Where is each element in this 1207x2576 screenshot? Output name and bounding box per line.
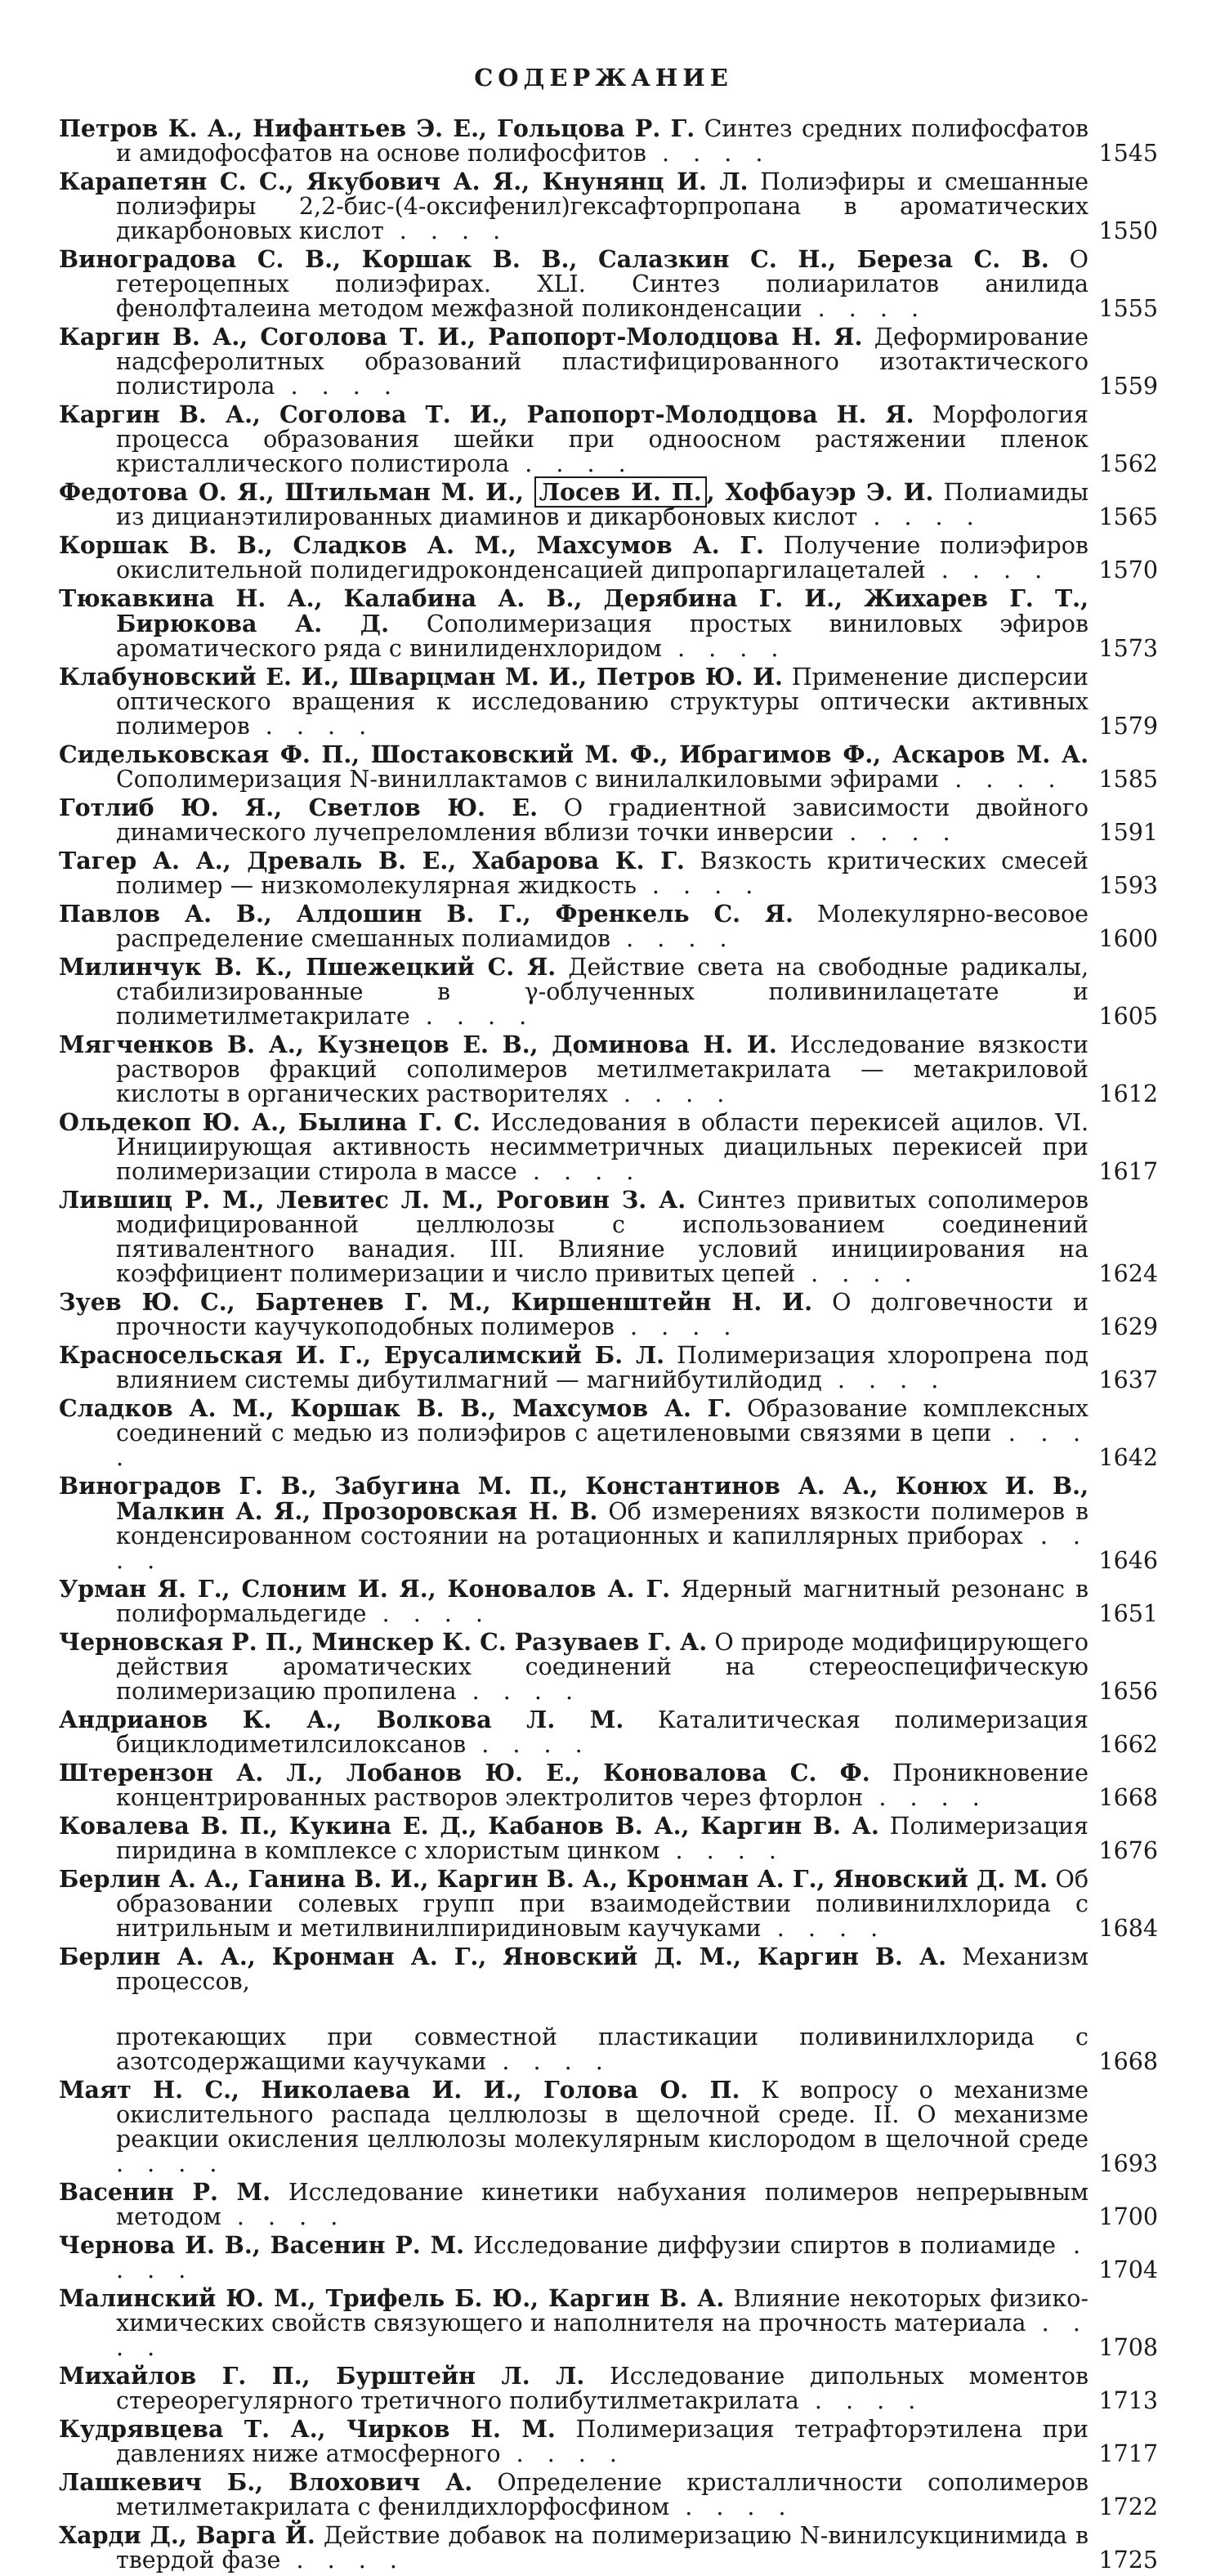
entry-page-number: 1708 <box>1098 2334 1158 2361</box>
boxed-author-name: Лосев И. П. <box>534 476 707 508</box>
contents-entry <box>59 1628 1158 1705</box>
entry-page-number: 1593 <box>1098 872 1158 899</box>
leader-dots: . . . . <box>659 1837 785 1864</box>
entry-title: Действие добавок на полимеризацию N-винилсукцинимида в твердой фазе <box>116 2522 1089 2574</box>
entry-text <box>59 1867 1089 1941</box>
contents-entry <box>59 400 1158 477</box>
entry-title: К вопросу о механизме окислительного распада целлюлозы в щелочной среде. II. О механизме реакции окисления целлюлозы молекулярным кислородом в щелочной среде <box>116 2077 1089 2153</box>
leader-dots: . . . . <box>661 635 787 662</box>
entry-text <box>59 169 1089 244</box>
leader-dots: . . . . <box>802 295 928 322</box>
contents-entry <box>59 1575 1158 1627</box>
entry-title: Синтез привитых сополимеров модифицированной целлюлозы с использованием соединений пятивалентного ванадия. III. Влияние условий инициирования на коэффициент полимеризации и число привитых цепей <box>116 1187 1089 1287</box>
leader-dots: . . . . <box>280 2547 405 2574</box>
contents-entry <box>59 953 1158 1030</box>
entry-page-number: 1570 <box>1098 557 1158 584</box>
entry-page-number: 1629 <box>1098 1313 1158 1340</box>
entry-authors: Черновская Р. П., Минскер К. С. Разуваев Г. А. <box>59 1628 708 1656</box>
contents-entry <box>59 2076 1158 2177</box>
leader-dots: . . . . <box>456 1678 582 1705</box>
entry-title: протекающих при совместной пластикации поливинилхлорида с азотсодержащими каучуками <box>116 2024 1089 2075</box>
entry-page-number: 1713 <box>1098 2387 1158 2414</box>
contents-entry <box>59 1394 1158 1471</box>
leader-dots: . . . . <box>795 1260 920 1287</box>
leader-dots: . . . . <box>249 713 375 740</box>
entry-authors: Харди Д., Варга Й. <box>59 2521 315 2549</box>
entry-page-number: 1722 <box>1098 2493 1158 2520</box>
entry-text <box>59 402 1089 476</box>
leader-dots: . . . . <box>366 1600 491 1627</box>
leader-dots: . . . . <box>614 1313 740 1340</box>
entry-text <box>59 324 1089 399</box>
leader-dots: . . . . <box>116 1523 1089 1574</box>
entry-authors: Ольдекоп Ю. А., Былина Г. С. <box>59 1108 481 1136</box>
leader-dots: . . . . <box>863 1784 988 1811</box>
contents-entry <box>59 1031 1158 1107</box>
entry-text <box>59 2077 1089 2176</box>
contents-entry <box>59 2024 1158 2075</box>
entry-text <box>59 1944 1089 1994</box>
entry-page-number: 1612 <box>1098 1080 1158 1107</box>
contents-entry <box>59 740 1158 793</box>
entry-title: Молекулярно-весовое распределение смешанных полиамидов <box>116 901 1089 952</box>
leader-dots: . . . . <box>116 1420 1089 1471</box>
entry-authors: Коршак В. В., Сладков А. М., Махсумов А. Г. <box>59 531 764 559</box>
entry-authors: Виноградова С. В., Коршак В. В., Салазкин С. Н., Береза С. В. <box>59 245 1049 273</box>
contents-entry <box>59 478 1158 530</box>
leader-dots: . . . . <box>116 2150 226 2177</box>
entry-authors: Ковалева В. П., Кукина Е. Д., Кабанов В. А., Каргин В. А. <box>59 1812 879 1840</box>
contents-entry <box>59 1944 1154 1994</box>
entry-authors: Михайлов Г. П., Бурштейн Л. Л. <box>59 2362 585 2390</box>
entry-text <box>59 795 1089 845</box>
leader-dots: . . . . <box>925 557 1051 584</box>
entry-title: Исследование диффузии спиртов в полиамиде <box>473 2232 1056 2259</box>
entry-text <box>59 1032 1089 1107</box>
entry-title: Об образовании солевых групп при взаимодействии поливинилхлорида с нитрильным и метилвинилпиридиновым каучуками <box>116 1866 1089 1942</box>
entry-authors: Урман Я. Г., Слоним И. Я., Коновалов А. Г. <box>59 1575 671 1603</box>
contents-entry <box>59 1812 1158 1864</box>
leader-dots: . . . . <box>116 2310 1089 2361</box>
entry-authors: Андрианов К. А., Волкова Л. М. <box>59 1706 624 1733</box>
contents-entry <box>59 168 1158 244</box>
leader-dots: . . . . <box>509 450 634 477</box>
entry-text <box>59 1396 1089 1470</box>
contents-entry <box>59 2178 1158 2230</box>
entry-authors: Клабуновский Е. И., Шварцман М. И., Петров Ю. И. <box>59 663 783 691</box>
entry-text <box>59 664 1089 739</box>
entry-page-number: 1725 <box>1098 2547 1158 2574</box>
entry-text <box>59 116 1089 166</box>
entry-page-number: 1693 <box>1098 2150 1158 2177</box>
entry-authors: Малинский Ю. М., Трифель Б. Ю., Каргин В. А. <box>59 2284 725 2312</box>
entry-authors: Чернова И. В., Васенин Р. М. <box>59 2231 465 2259</box>
entry-title: Исследования в области перекисей ацилов. VI. Инициирующая активность несимметричных диацильных перекисей при полимеризации стирола в массе <box>116 1109 1089 1185</box>
entry-text <box>59 480 1089 530</box>
leader-dots: . . . . <box>221 2203 346 2230</box>
contents-entry <box>59 2362 1158 2414</box>
contents-entry <box>59 245 1158 322</box>
entry-authors: Каргин В. А., Соголова Т. И., Рапопорт-Молодцова Н. Я. <box>59 323 863 351</box>
entry-title: Исследование вязкости растворов фракций сополимеров метилметакрилата — метакриловой кислоты в органических растворителях <box>116 1031 1089 1107</box>
contents-entry <box>59 323 1158 400</box>
contents-entry <box>59 114 1158 167</box>
entry-title: О долговечности и прочности каучукоподобных полимеров <box>116 1289 1089 1340</box>
entry-text <box>59 1630 1089 1704</box>
entry-text <box>59 901 1089 951</box>
entry-text <box>59 1343 1089 1393</box>
entry-title: Сополимеризация простых виниловых эфиров ароматического ряда с винилиденхлоридом <box>116 610 1089 662</box>
entry-title: Полимеризация хлоропрена под влиянием системы дибутилмагний — магнийбутилйодид <box>116 1342 1089 1393</box>
entry-title: Деформирование надсферолитных образований пластифицированного изотактического полистирола <box>116 324 1089 400</box>
entry-authors: Мягченков В. А., Кузнецов Е. В., Доминова Н. И. <box>59 1031 777 1058</box>
entry-authors: Штерензон А. Л., Лобанов Ю. Е., Коновалова С. Ф. <box>59 1759 870 1787</box>
contents-entry <box>59 847 1158 899</box>
entry-page-number: 1656 <box>1098 1678 1158 1705</box>
contents-list-top <box>59 114 1158 1997</box>
contents-entry <box>59 2468 1158 2520</box>
entry-text <box>59 1290 1089 1339</box>
leader-dots: . . . . <box>821 1366 947 1393</box>
entry-authors: Тагер А. А., Древаль В. Е., Хабарова К. Г. <box>59 847 685 874</box>
entry-authors: Кудрявцева Т. А., Чирков Н. М. <box>59 2415 556 2443</box>
entry-page-number: 1559 <box>1098 373 1158 400</box>
entry-page-number: 1555 <box>1098 295 1158 322</box>
entry-title: Вязкость критических смесей полимер — низкомолекулярная жидкость <box>116 847 1089 899</box>
leader-dots: . . . . <box>383 217 509 244</box>
entry-text <box>59 2523 1089 2573</box>
leader-dots: . . . . <box>669 2493 794 2520</box>
entry-title: Проникновение концентрированных растворов электролитов через фторлон <box>116 1760 1089 1811</box>
contents-entry <box>59 1108 1158 1185</box>
contents-entry <box>59 2521 1158 2574</box>
entry-text <box>59 742 1089 792</box>
entry-page-number: 1605 <box>1098 1003 1158 1030</box>
leader-dots: . . . . <box>500 2440 625 2467</box>
entry-page-number: 1704 <box>1098 2256 1158 2283</box>
entry-page-number: 1684 <box>1098 1915 1158 1942</box>
contents-entry <box>59 794 1158 846</box>
leader-dots: . . . . <box>516 1158 642 1185</box>
leader-dots: . . . . <box>857 503 982 530</box>
leader-dots: . . . . <box>834 819 959 846</box>
leader-dots: . . . . <box>761 1915 887 1942</box>
entry-page-number: 1600 <box>1098 925 1158 952</box>
entry-page-number: 1637 <box>1098 1366 1158 1393</box>
entry-title: Полимеризация тетрафторэтилена при давлениях ниже атмосферного <box>116 2416 1089 2467</box>
entry-authors: Карапетян С. С., Якубович А. Я., Кнунянц И. Л. <box>59 168 749 195</box>
entry-title: О природе модифицирующего действия ароматических соединений на стереоспецифическую полимеризацию пропилена <box>116 1629 1089 1705</box>
entry-title: Получение полиэфиров окислительной полидегидроконденсацией дипропаргилацеталей <box>116 532 1089 584</box>
leader-dots: . . . . <box>116 2232 1089 2283</box>
entry-page-number: 1662 <box>1098 1731 1158 1758</box>
entry-page-number: 1585 <box>1098 766 1158 793</box>
entry-page-number: 1642 <box>1098 1444 1158 1471</box>
entry-page-number: 1717 <box>1098 2440 1158 2467</box>
contents-list-bottom <box>59 2024 1158 2576</box>
leader-dots: . . . . <box>646 140 771 167</box>
entry-page-number: 1545 <box>1098 140 1158 167</box>
entry-page-number: 1624 <box>1098 1260 1158 1287</box>
contents-entry <box>59 2415 1158 2467</box>
page-title: СОДЕРЖАНИЕ <box>474 64 733 92</box>
entry-authors: Петров К. А., Нифантьев Э. Е., Гольцова Р. Г. <box>59 114 695 142</box>
contents-entry <box>59 663 1158 740</box>
entry-page-number: 1591 <box>1098 819 1158 846</box>
authors-part: Федотова О. Я., Штильман М. И., <box>59 478 524 506</box>
entry-page-number: 1617 <box>1098 1158 1158 1185</box>
entry-title: Об измерениях вязкости полимеров в конденсированном состоянии на ротационных и капиллярных приборах <box>116 1498 1089 1550</box>
entry-authors: Павлов А. В., Алдошин В. Г., Френкель С. Я. <box>59 900 793 928</box>
entry-page-number: 1668 <box>1098 1784 1158 1811</box>
entry-title: Определение кристалличности сополимеров метилметакрилата с фенилдихлорфосфином <box>116 2469 1089 2520</box>
contents-entry <box>59 1865 1158 1942</box>
entry-authors: Сладков А. М., Коршак В. В., Махсумов А. Г. <box>59 1394 732 1422</box>
entry-title: Синтез средних полифосфатов и амидофосфатов на основе полифосфитов <box>116 115 1089 167</box>
entry-authors: Зуев Ю. С., Бартенев Г. М., Киршенштейн Н. И. <box>59 1288 813 1316</box>
contents-entry <box>59 2231 1158 2283</box>
contents-entry <box>59 1759 1158 1811</box>
entry-title: Действие света на свободные радикалы, стабилизированные в γ-облученных поливинилацетате и полиметилметакрилате <box>116 954 1089 1030</box>
entry-page-number: 1646 <box>1098 1547 1158 1574</box>
contents-entry <box>59 1706 1158 1758</box>
leader-dots: . . . . <box>409 1003 535 1030</box>
entry-title: Влияние некоторых физико-химических свойств связующего и наполнителя на прочность материала <box>116 2285 1089 2337</box>
entry-authors: Берлин А. А., Кронман А. Г., Яновский Д. М., Каргин В. А. <box>59 1943 947 1970</box>
contents-entry <box>59 2284 1158 2361</box>
contents-entry <box>59 531 1158 584</box>
entry-title: О градиентной зависимости двойного динамического лучепреломления вблизи точки инверсии <box>116 794 1089 846</box>
entry-title: Каталитическая полимеризация бициклодиметилсилоксанов <box>116 1706 1089 1758</box>
contents-entry <box>59 1472 1158 1574</box>
entry-page-number: 1579 <box>1098 713 1158 740</box>
entry-text <box>59 1707 1089 1757</box>
contents-entry <box>59 584 1158 662</box>
contents-entry <box>59 900 1158 952</box>
entry-text <box>59 848 1089 898</box>
entry-text <box>59 2417 1089 2466</box>
leader-dots: . . . . <box>607 1080 733 1107</box>
entry-title: Сополимеризация N-виниллактамов с винилалкиловыми эфирами <box>116 766 940 793</box>
entry-page-number: 1668 <box>1098 2048 1158 2075</box>
entry-authors: Берлин А. А., Ганина В. И., Каргин В. А., Кронман А. Г., Яновский Д. М. <box>59 1865 1048 1893</box>
entry-text <box>59 1187 1089 1286</box>
leader-dots: . . . . <box>610 925 735 952</box>
entry-authors: Лившиц Р. М., Левитес Л. М., Роговин З. А. <box>59 1186 686 1214</box>
entry-authors: Тюкавкина Н. А., Калабина А. В., Дерябина Г. И., Жихарев Г. Т., Бирюкова А. Д. <box>59 584 1089 637</box>
entry-authors: Лашкевич Б., Влохович А. <box>59 2468 473 2496</box>
entry-authors: Сидельковская Ф. П., Шостаковский М. Ф., Ибрагимов Ф., Аскаров М. А. <box>59 740 1089 768</box>
entry-text <box>59 586 1089 661</box>
authors-part: , Хофбауэр Э. И. <box>706 478 934 506</box>
entry-authors: Готлиб Ю. Я., Светлов Ю. Е. <box>59 794 539 821</box>
entry-text <box>59 2025 1089 2074</box>
entry-authors: Каргин В. А., Соголова Т. И., Рапопорт-Молодцова Н. Я. <box>59 400 914 428</box>
entry-page-number: 1700 <box>1098 2203 1158 2230</box>
entry-page-number: 1565 <box>1098 503 1158 530</box>
entry-text <box>59 1474 1089 1573</box>
entry-text <box>59 247 1089 321</box>
entry-title: Полимеризация пиридина в комплексе с хлористым цинком <box>116 1813 1089 1864</box>
entry-text <box>59 533 1089 583</box>
entry-text <box>59 1813 1089 1863</box>
entry-text <box>59 1576 1089 1626</box>
entry-page-number: 1573 <box>1098 635 1158 662</box>
entry-text <box>59 1760 1089 1810</box>
leader-dots: . . . . <box>486 2048 611 2075</box>
entry-text <box>59 1110 1089 1184</box>
entry-page-number: 1676 <box>1098 1837 1158 1864</box>
entry-title: Исследование дипольных моментов стереорегулярного третичного полибутилметакрилата <box>116 2363 1089 2414</box>
leader-dots: . . . . <box>939 766 1064 793</box>
entry-page-number: 1550 <box>1098 217 1158 244</box>
entry-page-number: 1562 <box>1098 450 1158 477</box>
entry-text <box>59 2180 1089 2229</box>
entry-authors: Маят Н. С., Николаева И. И., Голова О. П. <box>59 2076 740 2104</box>
contents-entry <box>59 1186 1158 1287</box>
entry-text <box>59 2233 1089 2283</box>
entry-title: Применение дисперсии оптического вращения к исследованию структуры оптически активных полимеров <box>116 664 1089 740</box>
entry-title: О гетероцепных полиэфирах. XLI. Синтез полиарилатов анилида фенолфталеина методом межфазной поликонденсации <box>116 246 1089 322</box>
entry-title: Механизм процессов, <box>116 1943 1089 1995</box>
contents-entry <box>59 1288 1158 1340</box>
leader-dots: . . . . <box>466 1731 591 1758</box>
entry-title: Исследование кинетики набухания полимеров непрерывным методом <box>116 2179 1089 2230</box>
entry-title: Ядерный магнитный резонанс в полиформальдегиде <box>116 1576 1089 1627</box>
entry-title: Образование комплексных соединений с медью из полиэфиров с ацетиленовыми связями в цепи <box>116 1395 1089 1447</box>
entry-text <box>59 2286 1089 2360</box>
entry-authors: Милинчук В. К., Пшежецкий С. Я. <box>59 953 557 981</box>
entry-title: Морфология процесса образования шейки при одноосном растяжении пленок кристаллического полистирола <box>116 401 1089 477</box>
entry-authors: Виноградов Г. В., Забугина М. П., Константинов А. А., Конюх И. В., Малкин А. Я., Прозоровская Н. В. <box>59 1472 1089 1525</box>
entry-authors: Красносельская И. Г., Ерусалимский Б. Л. <box>59 1341 665 1369</box>
leader-dots: . . . . <box>636 872 762 899</box>
entry-authors: Васенин Р. М. <box>59 2178 271 2206</box>
entry-title: Полиамиды из дицианэтилированных диаминов и дикарбоновых кислот <box>116 479 1089 530</box>
entry-text <box>59 955 1089 1029</box>
contents-entry <box>59 1341 1158 1393</box>
entry-page-number: 1651 <box>1098 1600 1158 1627</box>
entry-title: Полиэфиры и смешанные полиэфиры 2,2-бис-(4-оксифенил)гексафторпропана в ароматических дикарбоновых кислот <box>116 168 1089 244</box>
entry-text <box>59 2364 1089 2413</box>
entry-text <box>59 2470 1089 2520</box>
leader-dots: . . . . <box>798 2387 924 2414</box>
leader-dots: . . . . <box>275 373 400 400</box>
